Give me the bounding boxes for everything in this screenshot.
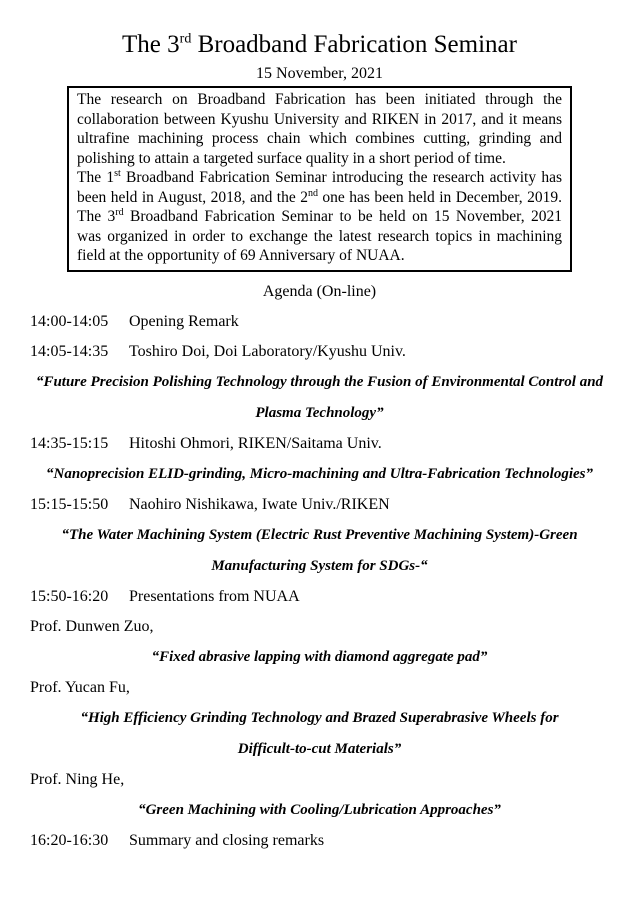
agenda-session-row <box>30 311 639 332</box>
agenda-session-row <box>30 830 639 851</box>
intro-paragraph-2 <box>77 168 562 266</box>
agenda-time: 14:35-15:15 <box>30 434 109 452</box>
page-title <box>0 30 639 60</box>
ordinal-superscript-rd: rd <box>115 206 124 218</box>
talk-title-line: Plasma Technology” <box>255 404 384 421</box>
ordinal-superscript-nd: nd <box>307 187 318 199</box>
intro-box <box>67 86 572 272</box>
agenda-time: 14:00-14:05 <box>30 312 109 330</box>
agenda-text: Hitoshi Ohmori, RIKEN/Saitama Univ. <box>129 434 382 452</box>
agenda-text: Summary and closing remarks <box>129 831 325 849</box>
talk-title-line: Manufacturing System for SDGs-“ <box>211 557 428 574</box>
title-text-pre: The 3 <box>122 31 180 58</box>
ordinal-superscript-st: st <box>114 167 121 179</box>
intro-p2-segment: one has been held in December, 2019. The 3 <box>77 188 563 225</box>
talk-title-line: “Green Machining with Cooling/Lubrication Approaches” <box>138 801 501 818</box>
intro-paragraph-1: The research on Broadband Fabrication has been initiated through the collaboration between Kyushu University and RIKEN in 2017, and it means ultrafine machining process chain which combines cutting, grinding and polishing to attain a targeted surface quality in a short period of time. <box>77 91 562 167</box>
agenda-text: Opening Remark <box>129 312 239 330</box>
agenda-session-row <box>30 586 639 607</box>
agenda-text: Naohiro Nishikawa, Iwate Univ./RIKEN <box>129 495 390 513</box>
agenda-time: 16:20-16:30 <box>30 831 109 849</box>
speaker-name: Prof. Yucan Fu, <box>30 678 130 696</box>
agenda-text: Presentations from NUAA <box>129 587 300 605</box>
agenda-heading: Agenda (On-line) <box>262 282 377 300</box>
agenda-session-row <box>30 341 639 362</box>
talk-title-line: “High Efficiency Grinding Technology and Brazed Superabrasive Wheels for <box>80 709 559 726</box>
title-text-post: Broadband Fabrication Seminar <box>191 31 517 58</box>
seminar-date: 15 November, 2021 <box>256 65 383 82</box>
agenda-time: 14:05-14:35 <box>30 342 109 360</box>
intro-p2-segment: Broadband Fabrication Seminar to be held on 15 November, 2021 was organized in order to exchange the latest research topics in machining field at the opportunity of 69 Anniversary of NUAA. <box>77 208 562 264</box>
talk-title-line: “The Water Machining System (Electric Rust Preventive Machining System)-Green <box>61 526 578 543</box>
title-ordinal-superscript: rd <box>179 31 192 47</box>
agenda-time: 15:50-16:20 <box>30 587 109 605</box>
talk-title-line: “Future Precision Polishing Technology through the Fusion of Environmental Control and <box>35 373 604 390</box>
speaker-name: Prof. Dunwen Zuo, <box>30 617 154 635</box>
talk-title-line: Difficult-to-cut Materials” <box>237 740 402 757</box>
intro-p2-segment: Broadband Fabrication Seminar introducing the research activity has been held in August, 2018, and the 2 <box>77 169 562 206</box>
agenda-text: Toshiro Doi, Doi Laboratory/Kyushu Univ. <box>129 342 406 360</box>
agenda-time: 15:15-15:50 <box>30 495 109 513</box>
talk-title-line: “Fixed abrasive lapping with diamond aggregate pad” <box>151 648 488 665</box>
agenda-session-row <box>30 494 639 515</box>
speaker-name: Prof. Ning He, <box>30 770 125 788</box>
intro-p2-segment: The 1 <box>77 169 115 186</box>
agenda-session-row <box>30 433 639 454</box>
talk-title-line: “Nanoprecision ELID-grinding, Micro-machining and Ultra-Fabrication Technologies” <box>45 465 594 482</box>
